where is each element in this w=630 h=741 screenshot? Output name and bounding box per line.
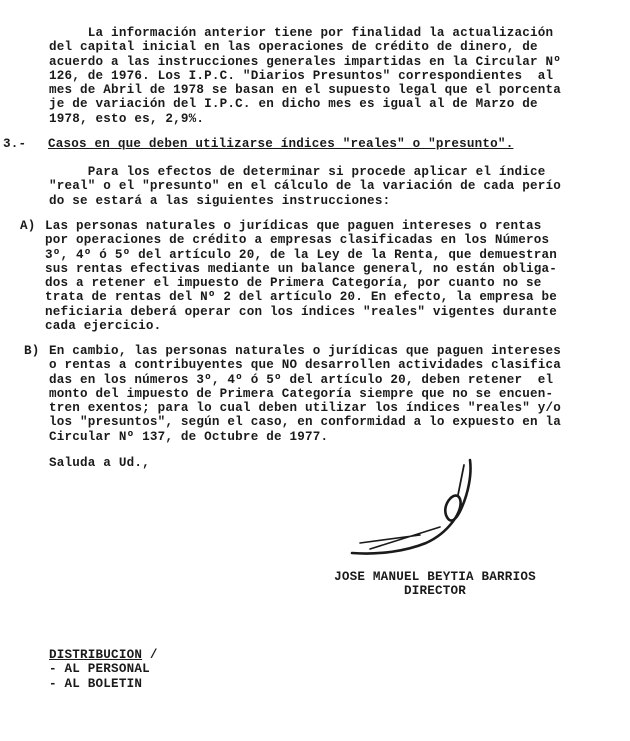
distribution-heading xyxy=(49,648,158,662)
closing-salutation: Saluda a Ud., xyxy=(49,456,150,470)
section-3-intro xyxy=(49,165,609,208)
item-b-line: das en los números 3º, 4º ó 5º del artículo 20, deben retener el xyxy=(49,372,554,387)
signer-title: DIRECTOR xyxy=(403,584,467,599)
signature-icon xyxy=(330,455,490,565)
item-b xyxy=(24,344,610,444)
intro-line: del capital inicial en las operaciones de crédito de dinero, de xyxy=(49,40,538,55)
distribution-slash: / xyxy=(149,648,158,662)
item-b-line: En cambio, las personas naturales o jurídicas que paguen intereses xyxy=(49,344,561,358)
intro-paragraph xyxy=(49,26,609,126)
item-a-line: dos a retener el impuesto de Primera Categoría, por cuanto no se xyxy=(45,276,542,291)
section-3-heading xyxy=(3,137,603,151)
section-intro-line: do se estará a las siguientes instrucciones: xyxy=(49,193,391,208)
intro-line: La información anterior tiene por finalidad la actualización xyxy=(49,26,554,40)
item-b-line: tren exentos; para lo cual deben utilizar los índices "reales" y/o xyxy=(49,401,561,416)
item-a-line: Las personas naturales o jurídicas que paguen intereses o rentas xyxy=(45,219,542,233)
signer-block xyxy=(320,570,550,599)
item-a-line: por operaciones de crédito a empresas clasificadas en los Números xyxy=(45,233,550,248)
distribution-block xyxy=(49,648,158,691)
item-b-line: Circular Nº 137, de Octubre de 1977. xyxy=(49,429,329,444)
item-a xyxy=(20,219,610,333)
item-a-marker: A) xyxy=(20,219,36,233)
intro-line: acuerdo a las instrucciones generales impartidas en la Circular Nº xyxy=(49,54,561,69)
distribution-title: DISTRIBUCION xyxy=(49,648,143,662)
intro-line: mes de Abril de 1978 se basan en el supuesto legal que el porcenta xyxy=(49,83,561,98)
section-number: 3.- xyxy=(3,137,27,151)
distribution-item: - AL PERSONAL xyxy=(49,662,150,677)
intro-line: je de variación del I.P.C. en dicho mes es igual al de Marzo de xyxy=(49,97,538,112)
intro-line: 1978, esto es, 2,9%. xyxy=(49,111,205,126)
section-title: Casos en que deben utilizarse índices "reales" o "presunto". xyxy=(48,137,514,151)
signer-name: JOSE MANUEL BEYTIA BARRIOS xyxy=(334,570,536,584)
distribution-item: - AL BOLETIN xyxy=(49,676,143,691)
item-a-line: neficiaria deberá operar con los índices "reales" vigentes durante xyxy=(45,304,557,319)
item-b-line: o rentas a contribuyentes que NO desarrollen actividades clasifica xyxy=(49,358,561,373)
section-intro-line: "real" o el "presunto" en el cálculo de la variación de cada perío xyxy=(49,179,561,194)
item-b-text xyxy=(49,344,610,444)
item-a-text xyxy=(45,219,610,333)
intro-line: 126, de 1976. Los I.P.C. "Diarios Presuntos" correspondientes al xyxy=(49,68,554,83)
section-intro-line: Para los efectos de determinar si procede aplicar el índice xyxy=(49,165,546,179)
item-b-marker: B) xyxy=(24,344,40,358)
item-b-line: monto del impuesto de Primera Categoría siempre que no se encuen- xyxy=(49,386,554,401)
item-b-line: los "presuntos", según el caso, en conformidad a lo expuesto en la xyxy=(49,415,561,430)
item-a-line: 3º, 4º ó 5º del artículo 20, de la Ley de la Renta, que demuestran xyxy=(45,247,557,262)
item-a-line: sus rentas efectivas mediante un balance general, no están obliga- xyxy=(45,261,557,276)
item-a-line: trata de rentas del Nº 2 del artículo 20. En efecto, la empresa be xyxy=(45,290,557,305)
item-a-line: cada ejercicio. xyxy=(45,319,162,334)
